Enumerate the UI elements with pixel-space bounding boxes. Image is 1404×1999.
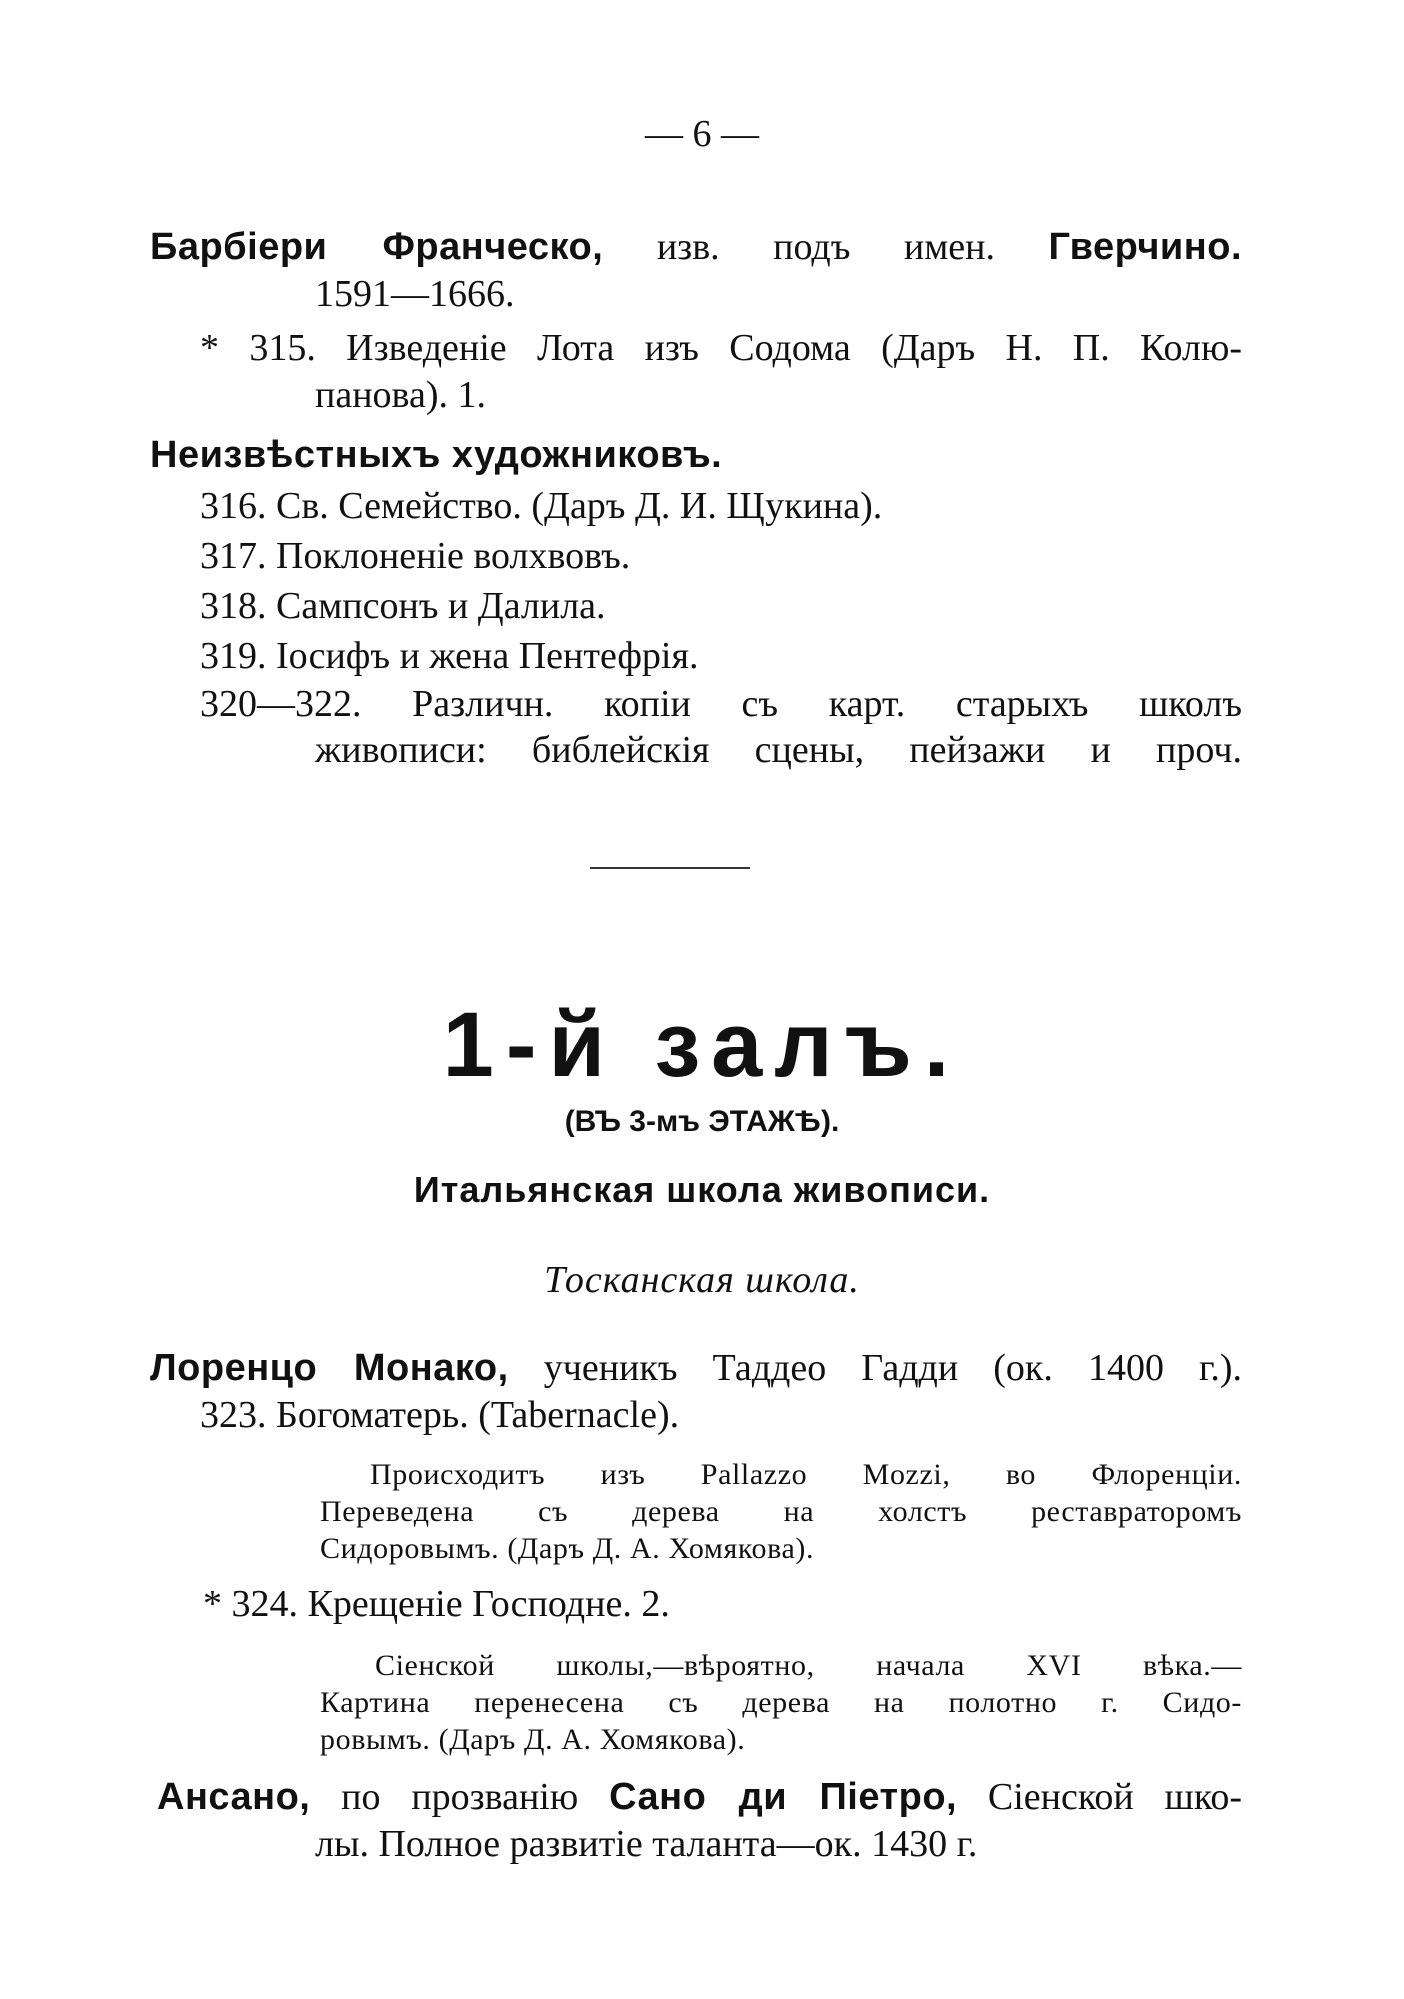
school-heading: Итальянская школа живописи. (413, 1169, 991, 1210)
catalog-item-320-322-cont: живописи: библейскія сцены, пейзажи и проч. (315, 729, 1242, 771)
artist-name: Барбіери Франческо, (150, 226, 604, 268)
note-323-line-2: Переведена съ дерева на холстъ реставраторомъ (320, 1495, 1242, 1528)
catalog-item-323: 323. Богоматерь. (Tabernacle). (200, 1394, 680, 1436)
catalog-item-315: * 315. Изведеніе Лота изъ Содома (Даръ Н. П. Колю- (200, 327, 1242, 369)
monaco-entry-line (150, 1346, 1242, 1390)
artist-desc: ученикъ Таддео Гадди (ок. 1400 г.). (543, 1347, 1243, 1389)
catalog-item-320-322: 320—322. Различн. копіи съ карт. старыхъ школъ (200, 683, 1242, 725)
artist-years: 1591—1666. (315, 273, 515, 315)
artist-name: Ансано, (157, 1776, 311, 1818)
catalog-item-318: 318. Сампсонъ и Далила. (200, 585, 606, 627)
ansano-entry-line (157, 1775, 1242, 1819)
barbieri-entry-line (150, 225, 1242, 269)
catalog-item-315-cont: панова). 1. (315, 374, 486, 416)
note-323-line-3: Сидоровымъ. (Даръ Д. А. Хомякова). (320, 1532, 815, 1565)
catalog-item-319: 319. Іосифъ и жена Пентефрія. (200, 635, 699, 677)
subschool-heading: Тосканская школа. (544, 1259, 860, 1301)
unknown-artists-heading: Неизвѣстныхъ художниковъ. (150, 434, 723, 476)
hall-title: 1-й залъ. (442, 994, 962, 1096)
artist-alias: Гверчино. (1048, 226, 1242, 268)
artist-alias: Сано ди Піетро, (609, 1776, 958, 1818)
artist-nickname-text: по прозванію (341, 1776, 579, 1818)
catalog-item-316: 316. Св. Семейство. (Даръ Д. И. Щукина). (200, 485, 883, 527)
hall-floor: (ВЪ 3-мъ ЭТАЖѢ). (564, 1105, 840, 1138)
note-324-line-1: Сіенской школы,—вѣроятно, начала XVI вѣка.— (375, 1649, 1242, 1682)
catalog-item-317: 317. Поклоненіе волхвовъ. (200, 535, 631, 577)
page-number: — 6 — (645, 113, 759, 155)
artist-school: Сіенской шко- (987, 1776, 1243, 1818)
note-324-line-3: ровымъ. (Даръ Д. А. Хомякова). (320, 1723, 746, 1756)
artist-name: Лоренцо Монако, (150, 1347, 509, 1389)
section-divider-end (725, 867, 750, 869)
note-323-line-1: Происходитъ изъ Pallazzo Mozzi, во Флоренціи. (370, 1458, 1242, 1491)
note-324-line-2: Картина перенесена съ дерева на полотно г. Сидо- (320, 1686, 1242, 1719)
ansano-entry-cont: лы. Полное развитіе таланта—ок. 1430 г. (315, 1823, 978, 1865)
alias-text: изв. подъ имен. (656, 226, 995, 268)
catalog-item-324: * 324. Крещеніе Господне. 2. (203, 1583, 670, 1625)
